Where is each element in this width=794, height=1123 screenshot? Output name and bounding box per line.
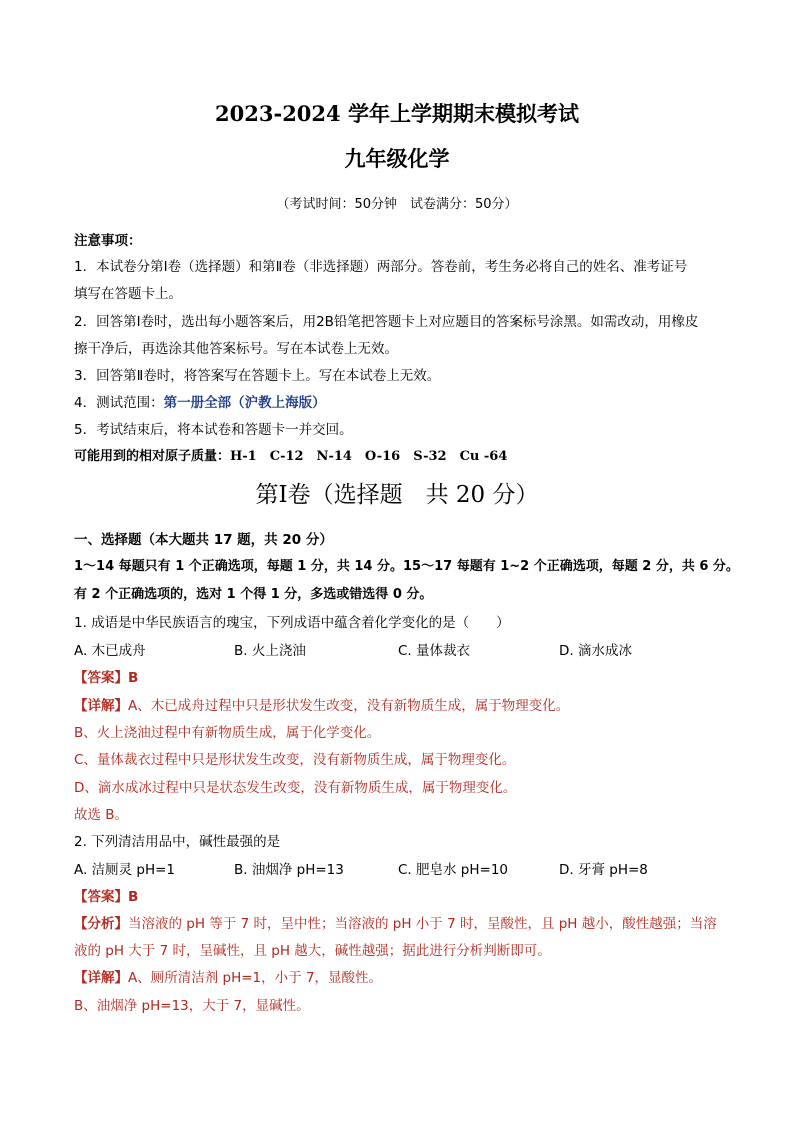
q2-answer [74,885,724,905]
q1-detail-label: 【详解】 [74,698,128,714]
q2-option-c: C. 肥皂水 pH=10 [398,862,509,878]
q1-detail-2: B、火上浇油过程中有新物质生成，属于化学变化。 [74,725,381,741]
q2-stem: 2. 下列清洁用品中，碱性最强的是 [74,834,281,850]
note-4 [74,391,724,411]
q1-detail-4: D、滴水成冰过程中只是状态发生改变，没有新物质生成，属于物理变化。 [74,780,517,796]
q1-option-b: B. 火上浇油 [234,643,306,659]
section-title: 第Ⅰ卷（选择题 共 20 分） [255,482,539,508]
q2-option-d: D. 牙膏 pH=8 [559,862,648,878]
q2-analysis-2: 液的 pH 大于 7 时，呈碱性，且 pH 越大，碱性越强；据此进行分析判断即可。 [74,943,551,959]
q2-analysis-text-1: 当溶液的 pH 等于 7 时，呈中性；当溶液的 pH 小于 7 时，呈酸性，且 pH 越小，酸性越强；当溶 [128,916,717,932]
q2-detail-2: B、油烟净 pH=13，大于 7，显碱性。 [74,998,310,1014]
q2-analysis-label: 【分析】 [74,916,128,932]
atomic-masses: 可能用到的相对原子质量：H-1 C-12 N-14 O-16 S-32 Cu -64 [74,449,508,464]
q2-detail-text-1: A、厕所清洁剂 pH=1，小于 7，显酸性。 [128,970,383,986]
q2-answer-value: B [128,889,139,905]
scoring-rule-2: 有 2 个正确选项的，选对 1 个得 1 分，多选或错选得 0 分。 [74,587,433,602]
q2-detail-label: 【详解】 [74,970,128,986]
q1-answer-label: 【答案】 [74,670,128,686]
note-4-scope: 第一册全部（沪教上海版） [163,395,326,411]
note-4-prefix: 4．测试范围： [74,395,164,411]
note-2a: 2．回答第Ⅰ卷时，选出每小题答案后，用2B铅笔把答题卡上对应题目的答案标号涂黑。如需改动，用橡皮 [74,314,699,330]
scoring-rule-1: 1～14 每题只有 1 个正确选项，每题 1 分，共 14 分。15～17 每题有 1~2 个正确选项，每题 2 分，共 6 分。 [74,559,739,574]
q2-analysis-1 [74,912,724,932]
part-heading: 一、选择题（本大题共 17 题，共 20 分） [74,532,333,548]
exam-meta: （考试时间：50分钟 试卷满分：50分） [276,197,518,212]
q1-detail-1 [74,694,724,714]
q1-detail-text-1: A、木已成舟过程中只是形状发生改变，没有新物质生成，属于物理变化。 [128,698,570,714]
q2-option-b: B. 油烟净 pH=13 [234,862,344,878]
notes-heading: 注意事项： [74,233,142,249]
note-1a: 1．本试卷分第Ⅰ卷（选择题）和第Ⅱ卷（非选择题）两部分。答卷前，考生务必将自己的姓名、准考证号 [74,259,688,275]
note-3: 3．回答第Ⅱ卷时，将答案写在答题卡上。写在本试卷上无效。 [74,368,441,384]
q1-answer-value: B [128,670,139,686]
q1-option-d: D. 滴水成冰 [559,643,632,659]
note-2b: 擦干净后，再选涂其他答案标号。写在本试卷上无效。 [74,341,398,357]
q2-detail-1 [74,966,724,986]
exam-title: 2023-2024 学年上学期期末模拟考试 [215,101,579,126]
q1-stem: 1. 成语是中华民族语言的瑰宝，下列成语中蕴含着化学变化的是（ ） [74,615,510,631]
q1-option-c: C. 量体裁衣 [398,643,471,659]
exam-subtitle: 九年级化学 [344,146,450,171]
q1-option-a: A. 木已成舟 [74,643,146,659]
q2-option-a: A. 洁厕灵 pH=1 [74,862,175,878]
note-1b: 填写在答题卡上。 [74,286,182,302]
q1-conclusion: 故选 B。 [74,807,129,823]
q1-answer [74,666,724,686]
note-5: 5．考试结束后，将本试卷和答题卡一并交回。 [74,422,353,438]
q1-detail-3: C、量体裁衣过程中只是形状发生改变，没有新物质生成，属于物理变化。 [74,752,516,768]
q2-answer-label: 【答案】 [74,889,128,905]
